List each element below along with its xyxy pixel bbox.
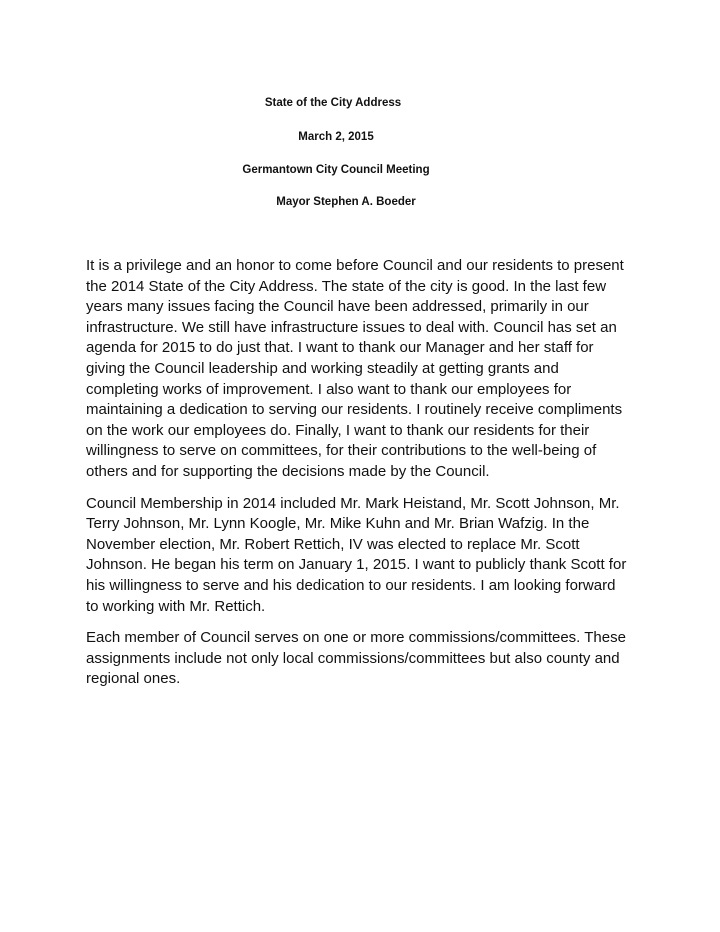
text-line: others and for supporting the decisions made by the Council. <box>86 462 490 480</box>
text-line: November election, Mr. Robert Rettich, IV was elected to replace Mr. Scott <box>86 535 580 553</box>
document-body <box>86 256 646 701</box>
text-line: his willingness to serve and his dedication to our residents. I am looking forward <box>86 576 616 594</box>
text-line: years many issues facing the Council have been addressed, primarily in our <box>86 298 589 316</box>
paragraph-intro <box>86 256 646 483</box>
text-line: giving the Council leadership and working steadily at getting grants and <box>86 359 559 377</box>
paragraph-commissions <box>86 628 646 690</box>
text-line: the 2014 State of the City Address. The state of the city is good. In the last few <box>86 277 607 295</box>
text-line: Johnson. He began his term on January 1, 2015. I want to publicly thank Scott for <box>86 556 627 574</box>
text-line: infrastructure. We still have infrastructure issues to deal with. Council has set an <box>86 318 617 336</box>
text-line: maintaining a dedication to serving our residents. I routinely receive compliments <box>86 401 623 419</box>
text-line: willingness to serve on committees, for their contributions to the well-being of <box>86 442 597 460</box>
text-line: It is a privilege and an honor to come before Council and our residents to present <box>86 257 624 274</box>
text-line: to working with Mr. Rettich. <box>86 597 266 615</box>
text-line: assignments include not only local commissions/committees but also county and <box>86 649 620 667</box>
text-line: Each member of Council serves on one or more commissions/committees. These <box>86 629 626 647</box>
text-line: agenda for 2015 to do just that. I want to thank our Manager and her staff for <box>86 339 594 357</box>
text-line: on the work our employees do. Finally, I want to thank our residents for their <box>86 421 590 439</box>
address-title: State of the City Address <box>264 97 402 109</box>
address-date: March 2, 2015 <box>298 131 374 143</box>
speaker-name: Mayor Stephen A. Boeder <box>276 196 416 208</box>
text-line: Terry Johnson, Mr. Lynn Koogle, Mr. Mike Kuhn and Mr. Brian Wafzig. In the <box>86 515 590 533</box>
paragraph-council-membership <box>86 494 646 618</box>
text-line: regional ones. <box>86 670 181 688</box>
text-line: completing works of improvement. I also want to thank our employees for <box>86 380 572 398</box>
meeting-name: Germantown City Council Meeting <box>242 164 430 176</box>
text-line: Council Membership in 2014 included Mr. Mark Heistand, Mr. Scott Johnson, Mr. <box>86 494 620 512</box>
